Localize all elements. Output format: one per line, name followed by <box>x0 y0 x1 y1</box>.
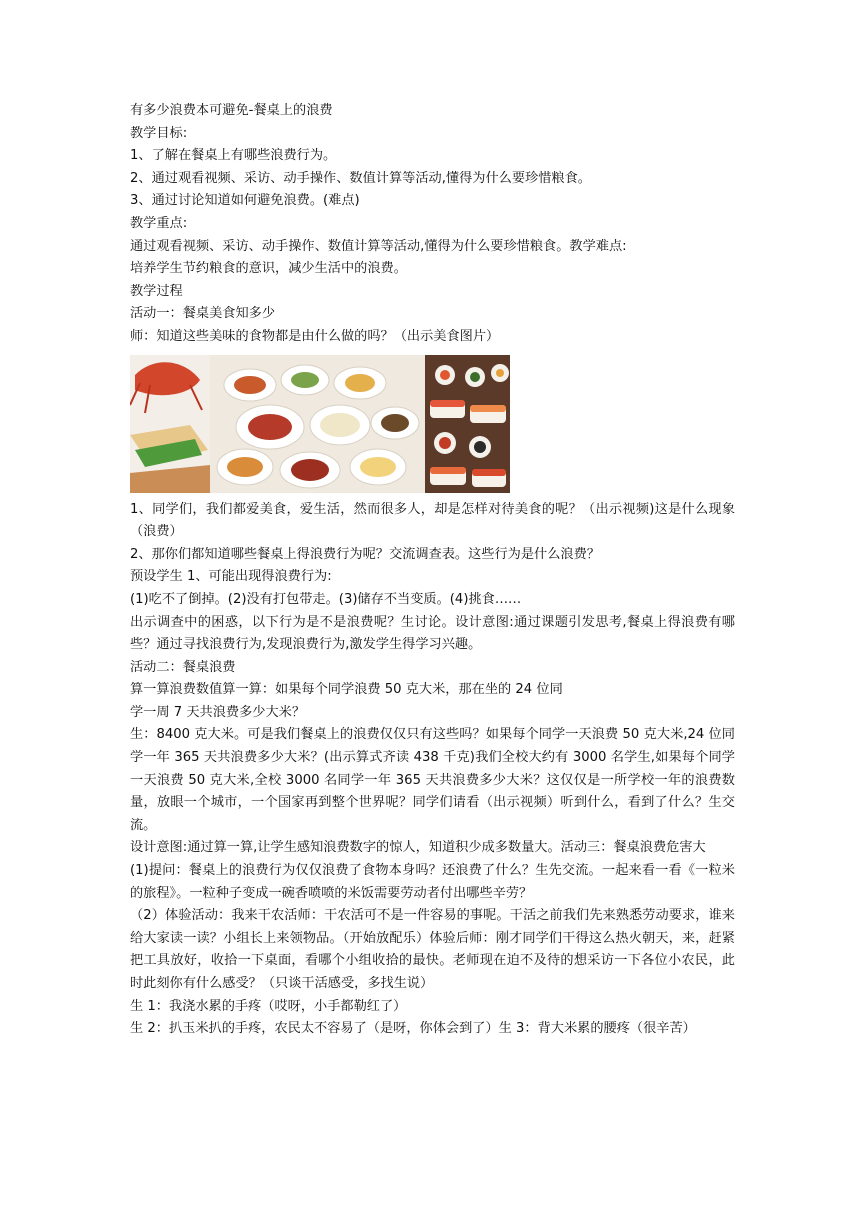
paragraph: (1)吃不了倒掉。(2)没有打包带走。(3)储存不当变质。(4)挑食…… <box>130 591 522 607</box>
paragraph: 生 2：扒玉米扒的手疼，农民太不容易了（是呀，你体会到了）生 3：背大米累的腰疼（很辛苦） <box>130 1021 696 1037</box>
activity-heading: 活动一：餐桌美食知多少 <box>130 306 276 322</box>
paragraph: 预设学生 1、可能出现得浪费行为: <box>130 569 332 585</box>
paragraph: 生 1：我浇水累的手疼（哎呀，小手都勒红了） <box>130 998 407 1014</box>
activity-heading: 活动二：餐桌浪费 <box>130 659 236 675</box>
goal-item: 2、通过观看视频、采访、动手操作、数值计算等活动,懂得为什么要珍惜粮食。 <box>130 170 591 186</box>
document-title: 有多少浪费本可避免-餐桌上的浪费 <box>130 103 333 118</box>
paragraph: 培养学生节约粮食的意识，减少生活中的浪费。 <box>130 261 407 277</box>
heading-process: 教学过程 <box>130 283 183 299</box>
paragraph: 生：8400 克大米。可是我们餐桌上的浪费仅仅只有这些吗？如果每个同学一天浪费 50 克大米,24 位同学一年 365 天共浪费多少大米？(出示算式齐读 438 千克)我们全校大约有 3000 名学生,如果每个同学一天浪费 50 克大米,全校 3000 名同学一年 365 天共浪费多少大米？这仅仅是一所学校一年的浪费数量，放眼一个城市，一个国家再到整个世界呢？同学们请看（出示视频）听到什么，看到了什么？生交流。 <box>130 727 735 833</box>
paragraph: 师：知道这些美味的食物都是由什么做的吗？（出示美食图片） <box>130 328 500 344</box>
paragraph: 2、那你们都知道哪些餐桌上得浪费行为呢？交流调查表。这些行为是什么浪费？ <box>130 546 600 562</box>
paragraph: （2）体验活动：我来干农活师：干农活可不是一件容易的事呢。干活之前我们先来熟悉劳动要求，谁来给大家读一读？小组长上来领物品。（开始放配乐）体验后师：刚才同学们干得这么热火朝天，来，赶紧把工具放好，收拾一下桌面，看哪个小组收拾的最快。老师现在迫不及待的想采访一下各位小农民，此时此刻你有什么感受？（只谈干活感受，多找生说） <box>130 908 735 991</box>
goal-item: 1、了解在餐桌上有哪些浪费行为。 <box>130 148 337 164</box>
document-body <box>130 100 735 1041</box>
heading-key-points: 教学重点: <box>130 215 188 231</box>
heading-goals: 教学目标: <box>130 125 188 141</box>
goal-item: 3、通过讨论知道如何避免浪费。(难点) <box>130 193 360 209</box>
food-photo <box>130 355 510 493</box>
paragraph: (1)提问：餐桌上的浪费行为仅仅浪费了食物本身吗？还浪费了什么？生先交流。一起来看一看《一粒米的旅程》。一粒种子变成一碗香喷喷的米饭需要劳动者付出哪些辛劳？ <box>130 863 735 901</box>
paragraph: 1、同学们，我们都爱美食，爱生活，然而很多人，却是怎样对待美食的呢？（出示视频)这是什么现象（浪费） <box>130 501 735 540</box>
paragraph: 通过观看视频、采访、动手操作、数值计算等活动,懂得为什么要珍惜粮食。教学难点: <box>130 238 627 254</box>
paragraph: 出示调查中的困惑，以下行为是不是浪费呢？生讨论。设计意图:通过课题引发思考,餐桌上得浪费有哪些？通过寻找浪费行为,发现浪费行为,激发学生得学习兴趣。 <box>130 614 735 653</box>
paragraph: 设计意图:通过算一算,让学生感知浪费数字的惊人，知道积少成多数量大。活动三：餐桌浪费危害大 <box>130 840 706 856</box>
paragraph: 算一算浪费数值算一算：如果每个同学浪费 50 克大米，那在坐的 24 位同 <box>130 682 563 698</box>
paragraph: 学一周 7 天共浪费多少大米？ <box>130 704 306 720</box>
